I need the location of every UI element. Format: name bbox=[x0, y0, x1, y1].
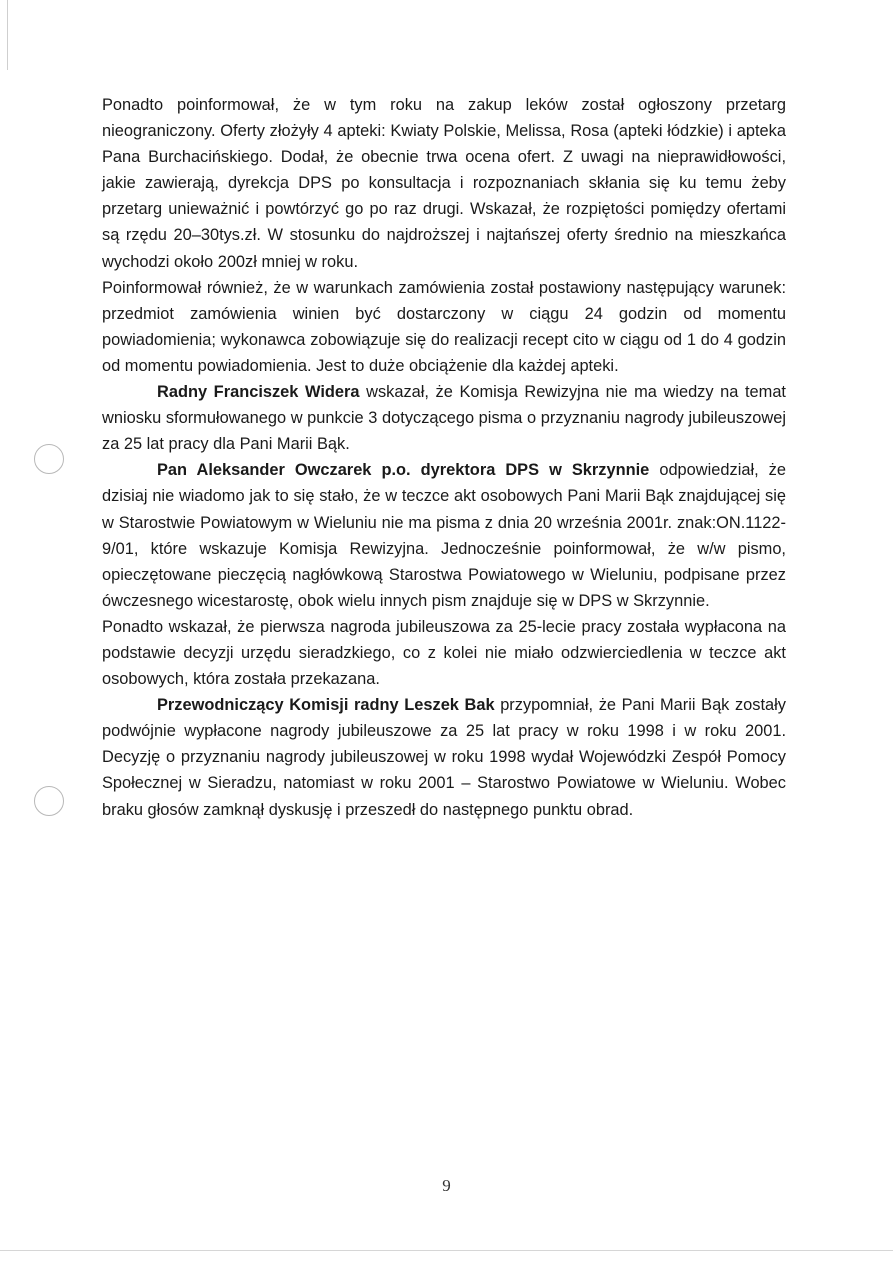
paragraph bbox=[102, 92, 786, 275]
scan-edge-line bbox=[0, 1250, 893, 1251]
paragraph bbox=[102, 275, 786, 379]
paragraph bbox=[102, 692, 786, 822]
body-text bbox=[102, 92, 786, 823]
paragraph-text: Poinformował również, że w warunkach zamówienia został postawiony następujący warunek: przedmiot zamówienia winien być dostarczony w ciągu 24 godzin od momentu powiadomienia; wykonawca zobowiązuje się do realizacji recept cito w ciągu od 1 do 4 godzin od momentu powiadomienia. Jest to duże obciążenie dla każdej apteki. bbox=[102, 278, 786, 375]
paragraph bbox=[102, 379, 786, 457]
punch-hole-mark bbox=[34, 786, 64, 816]
punch-hole-mark bbox=[34, 444, 64, 474]
speaker-name: Pan Aleksander Owczarek p.o. dyrektora DPS w Skrzynnie bbox=[157, 461, 650, 480]
paragraph-text: odpowiedział, że dzisiaj nie wiadomo jak to się stało, że w teczce akt osobowych Pani Marii Bąk znajdującej się w Starostwie Powiatowym w Wieluniu nie ma pisma z dnia 20 września 2001r. znak:ON.1122-9/01, które wskazuje Komisja Rewizyjna. Jednocześnie poinformował, że w/w pismo, opieczętowane pieczęcią nagłówkową Starostwa Powiatowego w Wieluniu, podpisane przez ówczesnego wicestarostę, obok wielu innych pism znajduje się w DPS w Skrzynnie. bbox=[102, 461, 786, 610]
paragraph-text: Ponadto wskazał, że pierwsza nagroda jubileuszowa za 25-lecie pracy została wypłacona na podstawie decyzji urzędu sieradzkiego, co z kolei nie miało odzwierciedlenia w teczce akt osobowych, która została przekazana. bbox=[102, 617, 786, 689]
paragraph bbox=[102, 614, 786, 692]
speaker-name: Przewodniczący Komisji radny Leszek Bak bbox=[157, 696, 495, 715]
speaker-name: Radny Franciszek Widera bbox=[157, 383, 360, 402]
scan-edge-line bbox=[7, 0, 8, 70]
paragraph-text: wskazał, że Komisja Rewizyjna nie ma wiedzy na temat wniosku sformułowanego w punkcie 3 dotyczącego pisma o przyznaniu nagrody jubileuszowej za 25 lat pracy dla Pani Marii Bąk. bbox=[102, 383, 786, 454]
paragraph bbox=[102, 457, 786, 614]
paragraph-text: przypomniał, że Pani Marii Bąk zostały podwójnie wypłacone nagrody jubileuszowe za 25 lat pracy w roku 1998 i w roku 2001. Decyzję o przyznaniu nagrody jubileuszowej w roku 1998 wydał Wojewódzki Zespół Pomocy Społecznej w Sieradzu, natomiast w roku 2001 – Starostwo Powiatowe w Wieluniu. Wobec braku głosów zamknął dyskusję i przeszedł do następnego punktu obrad. bbox=[102, 696, 786, 819]
page-number: 9 bbox=[442, 1176, 451, 1195]
paragraph-text: Ponadto poinformował, że w tym roku na zakup leków został ogłoszony przetarg nieograniczony. Oferty złożyły 4 apteki: Kwiaty Polskie, Melissa, Rosa (apteki łódzkie) i apteka Pana Burchacińskiego. Dodał, że obecnie trwa ocena ofert. Z uwagi na nieprawidłowości, jakie zawierają, dyrekcja DPS po konsultacja i rozpoznaniach skłania się ku temu żeby przetarg unieważnić i powtórzyć go po raz drugi. Wskazał, że rozpiętości pomiędzy ofertami są rzędu 20–30tys.zł. W stosunku do najdroższej i najtańszej oferty średnio na mieszkańca wychodzi około 200zł mniej w roku. bbox=[102, 96, 786, 271]
